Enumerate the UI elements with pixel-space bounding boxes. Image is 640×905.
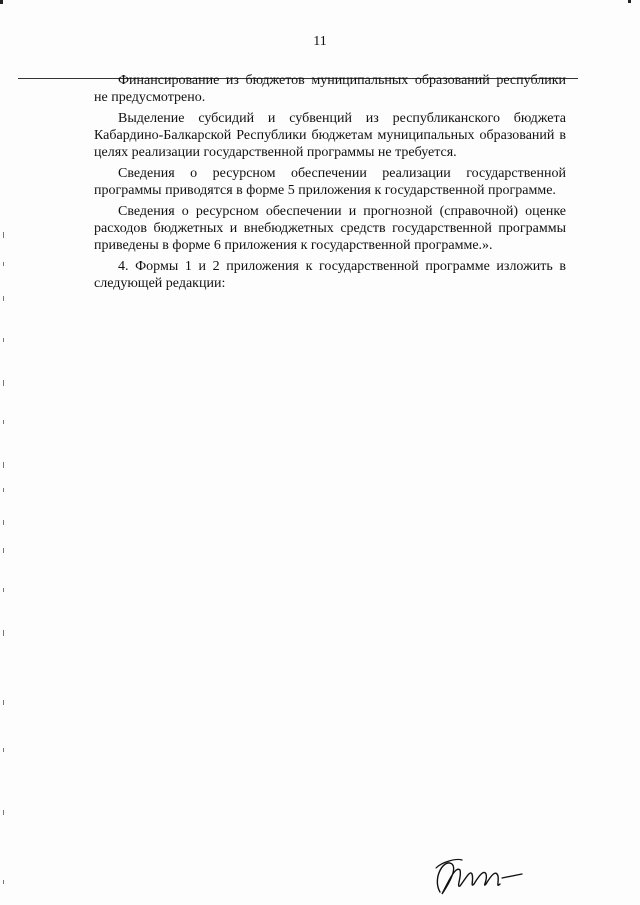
paragraph-item-4: 4. Формы 1 и 2 приложения к государственной программе изложить в следующей редакции: xyxy=(94,259,566,291)
scan-artifacts xyxy=(0,0,12,905)
page-number: 11 xyxy=(313,34,327,49)
body-text xyxy=(94,72,566,296)
scan-corner-mark xyxy=(628,0,631,3)
signature xyxy=(426,848,526,900)
paragraph-financing: Финансирование из бюджетов муниципальных образований республики не предусмотрено. xyxy=(94,73,566,105)
paragraph-form-6: Сведения о ресурсном обеспечении и прогнозной (справочной) оценке расходов бюджетных и внебюджетных средств государственной программы приведены в форме 6 приложения к государственной программе.». xyxy=(94,204,566,253)
paragraph-form-5: Сведения о ресурсном обеспечении реализации государственной программы приводятся в форме 5 приложения к государственной программе. xyxy=(94,166,566,198)
scan-corner-mark xyxy=(0,0,3,4)
paragraph-subsidies: Выделение субсидий и субвенций из республиканского бюджета Кабардино-Балкарской Республики бюджетам муниципальных образований в целях реализации государственной программы не требуется. xyxy=(94,111,566,160)
